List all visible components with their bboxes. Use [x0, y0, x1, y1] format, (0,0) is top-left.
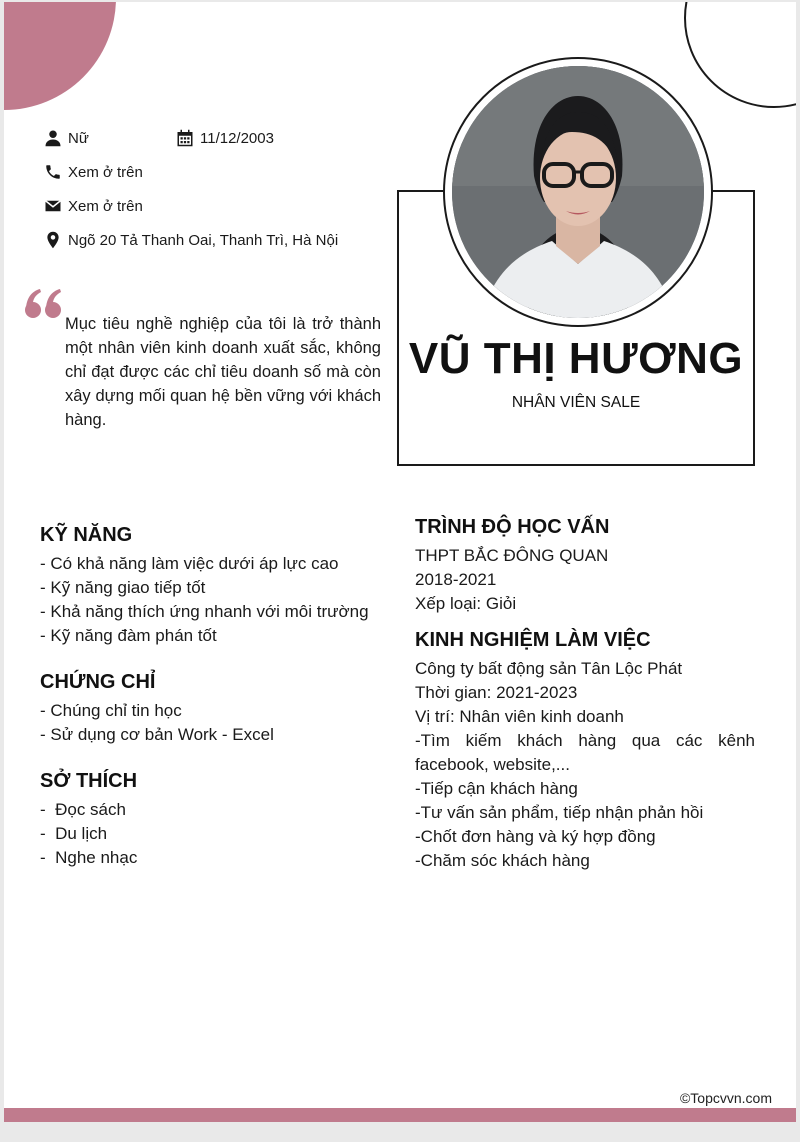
skill-item: - Kỹ năng đàm phán tốt	[40, 626, 217, 645]
decor-ring-top-right	[684, 2, 796, 108]
hobby-item: - Nghe nhạc	[40, 848, 138, 867]
user-icon	[44, 129, 62, 147]
skills-heading: KỸ NĂNG	[40, 524, 133, 546]
education-heading: TRÌNH ĐỘ HỌC VẤN	[415, 516, 610, 538]
experience-item: -Tiếp cận khách hàng	[415, 779, 578, 798]
contact-email	[44, 197, 143, 215]
experience-item: Công ty bất động sản Tân Lộc Phát	[415, 659, 683, 678]
experience-item: -Tìm kiếm khách hàng qua các kênh facebook, website,...	[415, 731, 755, 774]
certificates-list	[40, 699, 274, 747]
hobby-item: - Đọc sách	[40, 800, 126, 819]
experience-item: -Tư vấn sản phẩm, tiếp nhận phản hồi	[415, 803, 704, 822]
contact-phone	[44, 163, 143, 181]
bottom-accent-bar	[4, 1108, 796, 1122]
education-item: THPT BẮC ĐÔNG QUAN	[415, 546, 609, 565]
location-pin-icon	[44, 231, 62, 249]
job-title: NHÂN VIÊN SALE	[511, 394, 641, 411]
phone-text: Xem ở trên	[68, 163, 143, 181]
phone-icon	[44, 163, 62, 181]
calendar-icon	[176, 129, 194, 147]
certificates-heading: CHỨNG CHỈ	[40, 671, 156, 693]
certificate-item: - Chúng chỉ tin học	[40, 701, 182, 720]
education-list	[415, 544, 608, 616]
full-name: VŨ THỊ HƯƠNG	[408, 334, 744, 383]
experience-list	[415, 657, 755, 873]
mail-icon	[44, 197, 62, 215]
hobbies-heading: SỞ THÍCH	[40, 770, 138, 792]
experience-item: Vị trí: Nhân viên kinh doanh	[415, 707, 624, 726]
experience-item: Thời gian: 2021-2023	[415, 683, 578, 702]
contact-gender	[44, 129, 89, 147]
experience-heading: KINH NGHIỆM LÀM VIỆC	[415, 629, 651, 651]
cv-page	[4, 2, 796, 1122]
hobby-item: - Du lịch	[40, 824, 108, 843]
skill-item: - Kỹ năng giao tiếp tốt	[40, 578, 206, 597]
email-text: Xem ở trên	[68, 197, 143, 215]
gender-text: Nữ	[68, 129, 89, 147]
experience-item: -Chốt đơn hàng và ký hợp đồng	[415, 827, 656, 846]
contact-birthday	[176, 129, 274, 147]
address-text: Ngõ 20 Tả Thanh Oai, Thanh Trì, Hà Nội	[68, 231, 339, 249]
profile-photo	[452, 66, 704, 318]
copyright-text: ©Topcvvn.com	[679, 1090, 772, 1106]
skill-item: - Có khả năng làm việc dưới áp lực cao	[40, 554, 339, 573]
contact-address	[44, 231, 338, 249]
education-item: Xếp loại: Giỏi	[415, 594, 517, 613]
hobbies-list	[40, 798, 137, 870]
quote-icon	[24, 288, 62, 322]
certificate-item: - Sử dụng cơ bản Work - Excel	[40, 725, 274, 744]
experience-item: -Chăm sóc khách hàng	[415, 851, 590, 870]
decor-circle-top-left	[4, 2, 116, 110]
skills-list	[40, 552, 369, 648]
skill-item: - Khả năng thích ứng nhanh với môi trường	[40, 602, 369, 621]
birthday-text: 11/12/2003	[200, 129, 274, 147]
education-item: 2018-2021	[415, 570, 497, 589]
career-objective: Mục tiêu nghề nghiệp của tôi là trở thành một nhân viên kinh doanh xuất sắc, không chỉ đạt được các chỉ tiêu doanh số mà còn xây dựng mối quan hệ bền vững với khách hàng.	[65, 315, 381, 429]
